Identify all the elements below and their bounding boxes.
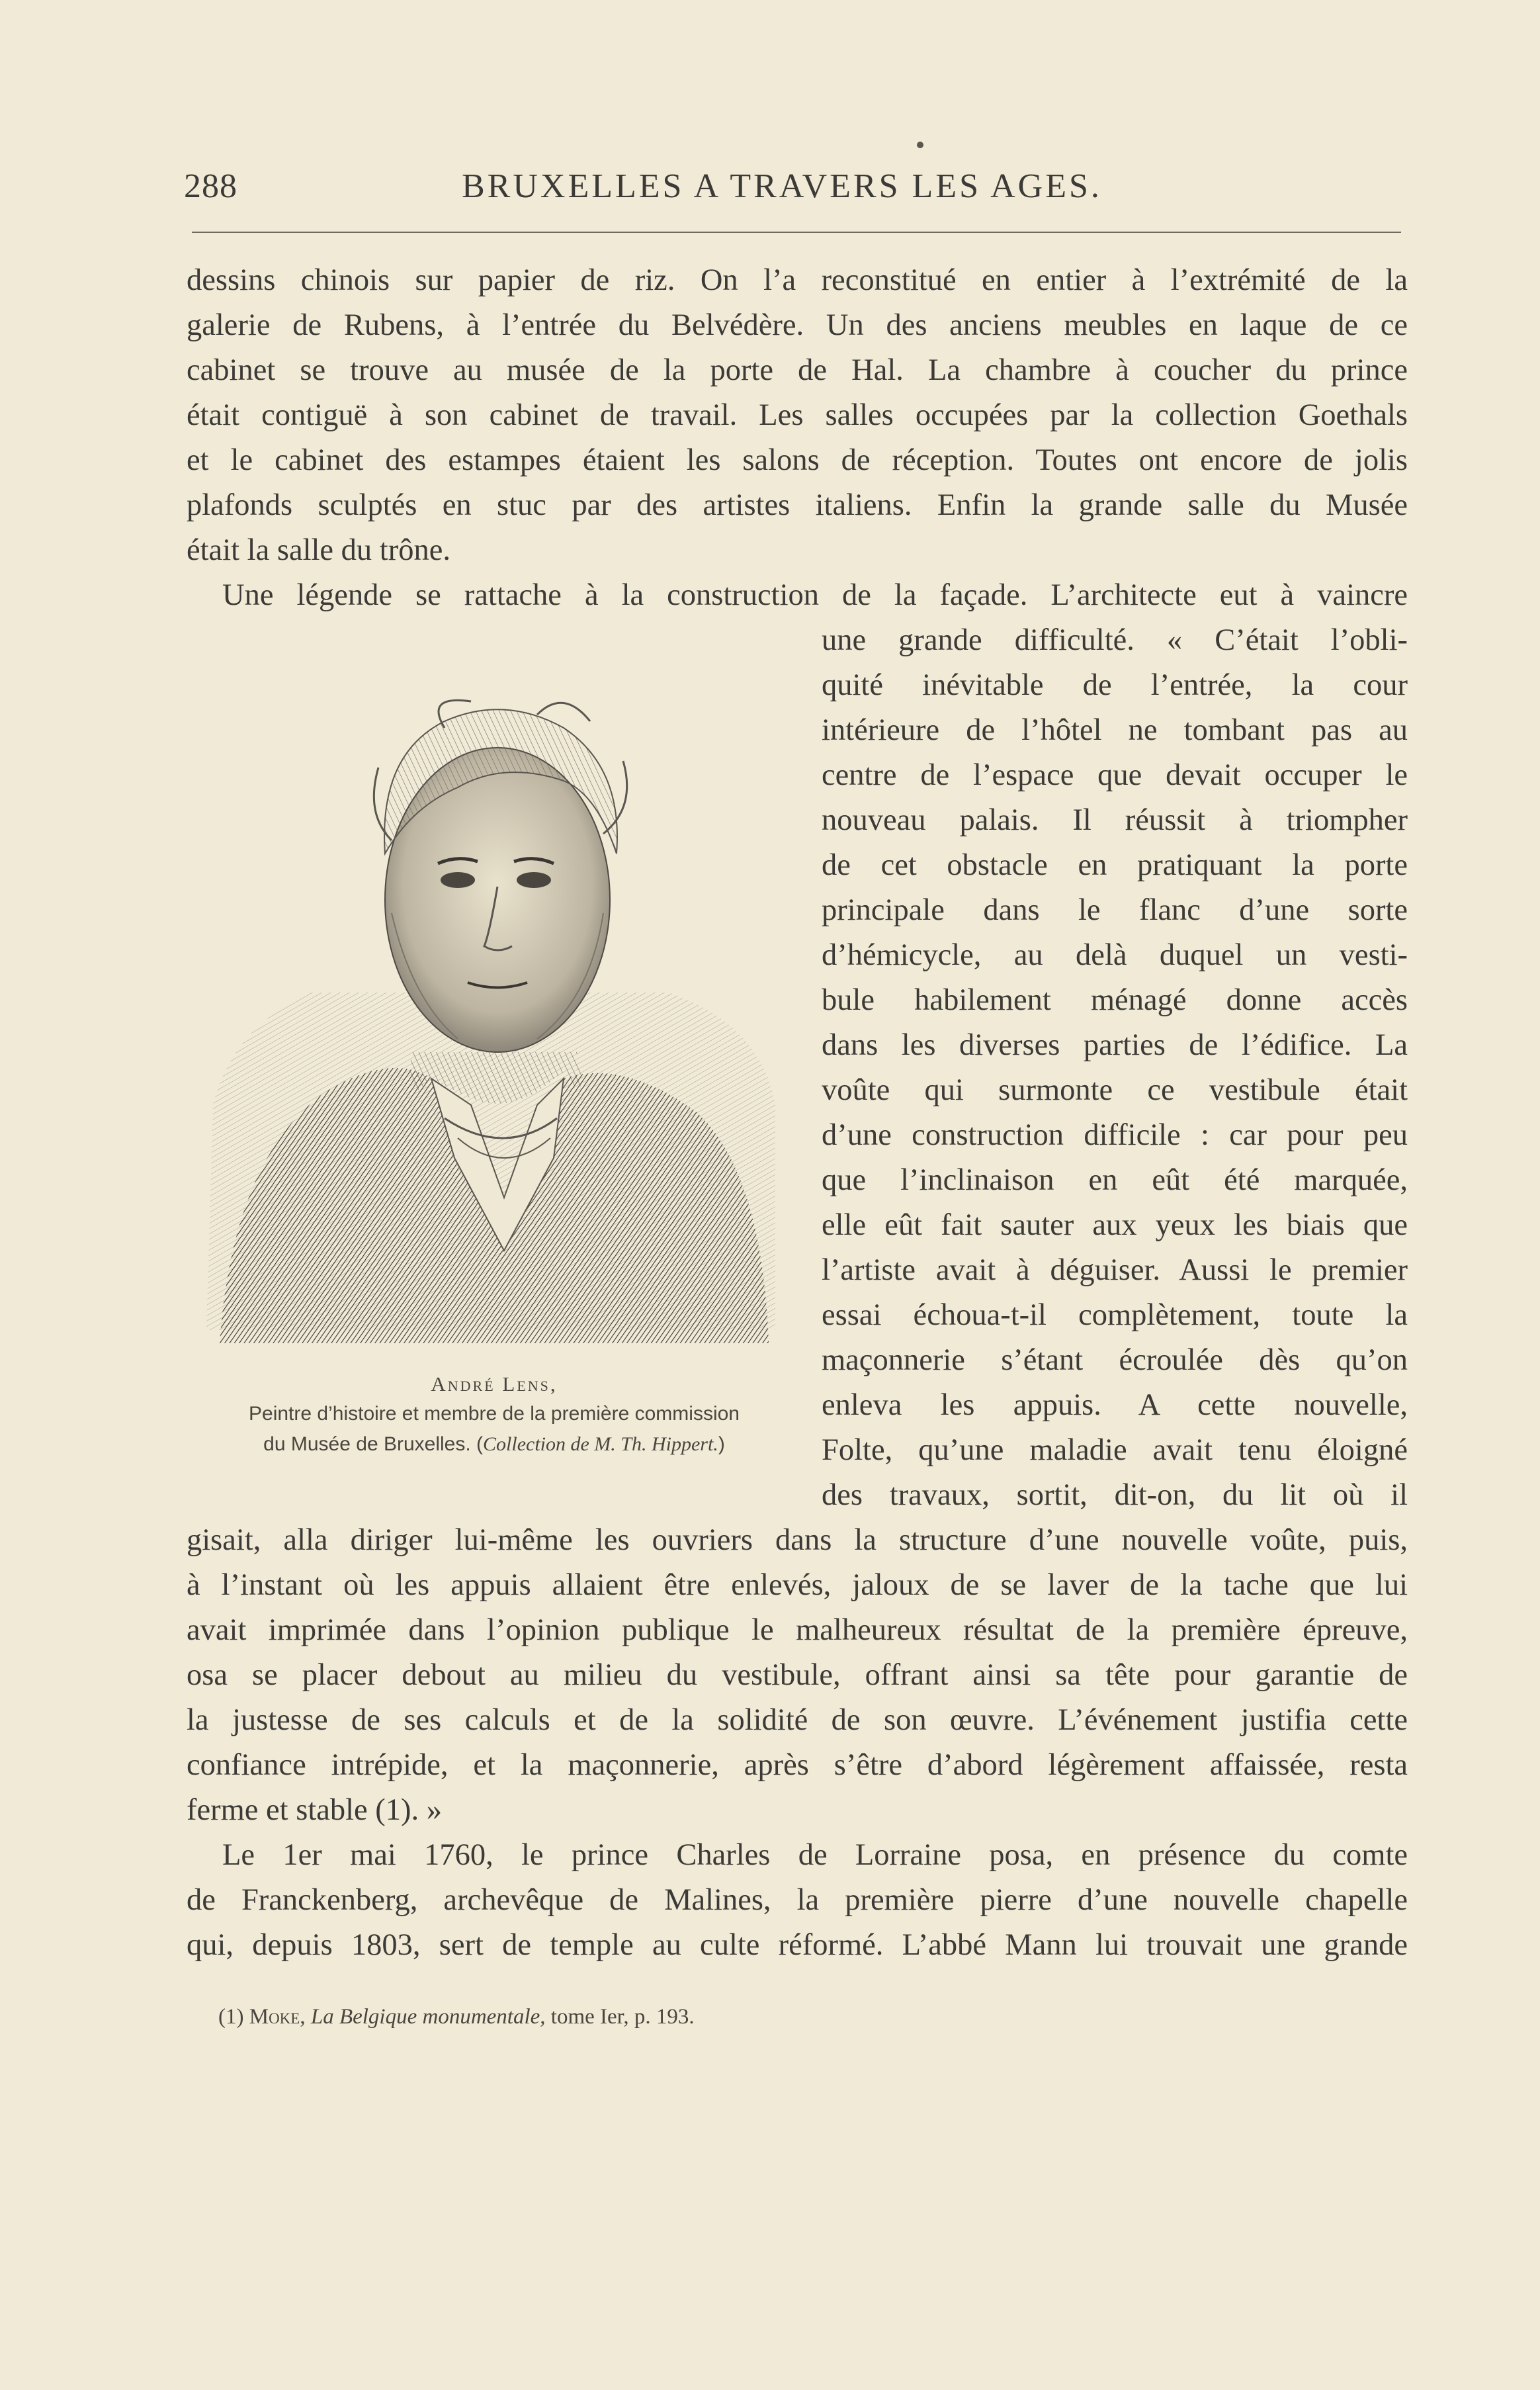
caption-name: André Lens, <box>431 1372 558 1395</box>
text-line: Une légende se rattache à la construction de la façade. L’architecte eut à vaincre <box>222 578 1408 612</box>
footnote-marker: (1) <box>218 2005 249 2029</box>
text-line: une grande difficulté. « C’était l’obli- <box>822 623 1408 657</box>
text-line: Le 1er mai 1760, le prince Charles de Lorraine posa, en présence du comte <box>222 1838 1408 1872</box>
text-line: que l’inclinaison en eût été marquée, <box>822 1163 1408 1197</box>
text-line: de cet obstacle en pratiquant la porte <box>822 848 1408 882</box>
text-line: dessins chinois sur papier de riz. On l’a reconstitué en entier à l’extrémité de la <box>187 263 1408 297</box>
text-line: plafonds sculptés en stuc par des artistes italiens. Enfin la grande salle du Musée <box>187 488 1408 522</box>
portrait-engraving <box>193 682 789 1350</box>
text-line: elle eût fait sauter aux yeux les biais que <box>822 1208 1408 1242</box>
text-line: principale dans le flanc d’une sorte <box>822 893 1408 927</box>
caption-text: du Musée de Bruxelles. ( <box>263 1433 484 1455</box>
running-title: BRUXELLES A TRAVERS LES AGES. <box>462 167 1102 205</box>
ink-dot <box>917 142 923 148</box>
figure-caption <box>187 1370 802 1460</box>
text-line: l’artiste avait à déguiser. Aussi le premier <box>822 1253 1408 1287</box>
text-line: d’une construction difficile : car pour peu <box>822 1118 1408 1152</box>
text-line: intérieure de l’hôtel ne tombant pas au <box>822 713 1408 747</box>
text-line: à l’instant où les appuis allaient être enlevés, jaloux de se laver de la tache que lui <box>187 1568 1408 1602</box>
page-header <box>184 167 1401 220</box>
footnote-title: La Belgique monumentale, <box>310 2005 546 2029</box>
text-line: nouveau palais. Il réussit à triompher <box>822 803 1408 837</box>
text-line: bule habilement ménagé donne accès <box>822 983 1408 1017</box>
text-line: osa se placer debout au milieu du vestibule, offrant ainsi sa tête pour garantie de <box>187 1658 1408 1692</box>
page-number: 288 <box>184 167 237 205</box>
text-line: galerie de Rubens, à l’entrée du Belvédère. Un des anciens meubles en laque de ce <box>187 308 1408 342</box>
caption-collection: Collection de M. Th. Hippert. <box>483 1433 718 1455</box>
text-line: essai échoua-t-il complètement, toute la <box>822 1298 1408 1332</box>
header-rule <box>192 232 1401 233</box>
text-line: était contiguë à son cabinet de travail. Les salles occupées par la collection Goethals <box>187 398 1408 432</box>
text-line: cabinet se trouve au musée de la porte de Hal. La chambre à coucher du prince <box>187 353 1408 387</box>
text-line: Folte, qu’une maladie avait tenu éloigné <box>822 1433 1408 1467</box>
text-line: avait imprimée dans l’opinion publique le malheureux résultat de la première épreuve, <box>187 1613 1408 1647</box>
text-line: de Franckenberg, archevêque de Malines, la première pierre d’une nouvelle chapelle <box>187 1883 1408 1917</box>
text-line: d’hémicycle, au delà duquel un vesti- <box>822 938 1408 972</box>
text-line: ferme et stable (1). » <box>187 1793 443 1827</box>
text-line: quité inévitable de l’entrée, la cour <box>822 668 1408 702</box>
text-line: dans les diverses parties de l’édifice. La <box>822 1028 1408 1062</box>
text-line: confiance intrépide, et la maçonnerie, après s’être d’abord légèrement affaissée, resta <box>187 1748 1408 1782</box>
text-line: et le cabinet des estampes étaient les salons de réception. Toutes ont encore de jolis <box>187 443 1408 477</box>
caption-line: Peintre d’histoire et membre de la première commission <box>249 1403 740 1425</box>
footnote-rest: tome Ier, p. 193. <box>545 2005 695 2029</box>
footnote <box>218 2005 695 2029</box>
text-line: centre de l’espace que devait occuper le <box>822 758 1408 792</box>
text-line: était la salle du trône. <box>187 533 450 567</box>
text-line: des travaux, sortit, dit-on, du lit où il <box>822 1478 1408 1512</box>
text-line: enleva les appuis. A cette nouvelle, <box>822 1388 1408 1422</box>
caption-line <box>187 1429 802 1460</box>
text-line: la justesse de ses calculs et de la solidité de son œuvre. L’événement justifia cette <box>187 1703 1408 1737</box>
caption-text: ) <box>718 1433 725 1455</box>
text-line: qui, depuis 1803, sert de temple au culte réformé. L’abbé Mann lui trouvait une grande <box>187 1928 1408 1962</box>
text-line: gisait, alla diriger lui-même les ouvriers dans la structure d’une nouvelle voûte, puis, <box>187 1523 1408 1557</box>
footnote-author: Moke, <box>249 2005 311 2029</box>
text-line: voûte qui surmonte ce vestibule était <box>822 1073 1408 1107</box>
text-line: maçonnerie s’étant écroulée dès qu’on <box>822 1343 1408 1377</box>
